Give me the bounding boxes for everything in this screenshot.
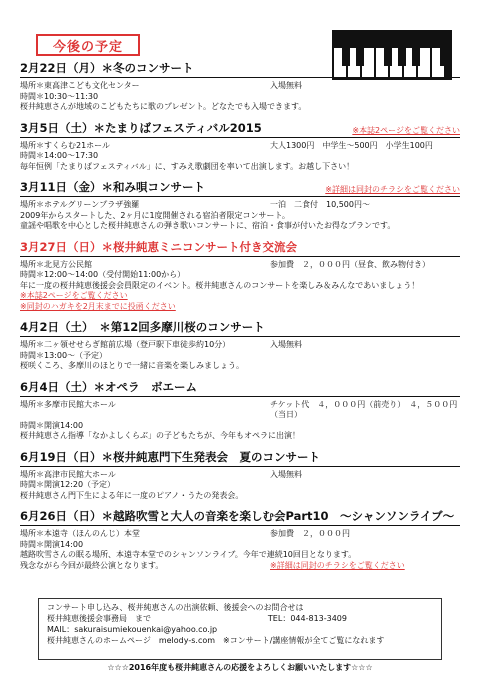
event-title: 3月27日（日）＊桜井純恵ミニコンサート付き交流会 bbox=[20, 239, 298, 254]
event-title: 6月4日（土）＊オペラ ボエーム bbox=[20, 379, 198, 394]
event-section bbox=[20, 179, 460, 232]
contact-tel: TEL：044-813-3409 bbox=[267, 614, 347, 623]
event-title: 3月11日（金）＊和み唄コンサート bbox=[20, 180, 206, 194]
event-detail-left: 年に一度の桜井純恵後援会会員限定のイベント。桜井純恵さんのコンサートを楽しみ＆みんなであいましょう！ bbox=[20, 280, 420, 290]
event-note: ※本誌2ページをご覧ください bbox=[352, 125, 460, 135]
event-detail-line bbox=[20, 361, 460, 372]
contact-homepage: 桜井純恵さんのホームページ melody-s.com ※コンサート/講座情報が全てご覧になれます bbox=[47, 636, 385, 645]
event-detail-left: 桜井純恵さんが地域のこどもたちに歌のプレゼント。どなたでも入場できます。 bbox=[20, 102, 307, 111]
event-detail-line bbox=[20, 491, 460, 502]
event-detail-right: 入場無料 bbox=[270, 469, 302, 479]
event-detail-left: 桜井純恵さん指導「なかよしくらぶ」の子どもたちが、今年もオペラに出演！ bbox=[20, 431, 300, 440]
event-detail-right: 入場無料 bbox=[270, 340, 302, 349]
event-detail-right: 参加費 ２，０００円（昼食、飲み物付き） bbox=[270, 259, 430, 269]
footer-message: ☆☆☆2016年度も桜井純恵さんの応援をよろしくお願いいたします☆☆☆ bbox=[107, 663, 373, 672]
event-heading bbox=[20, 179, 460, 197]
event-section bbox=[20, 379, 460, 442]
contact-line-1: コンサート申し込み、桜井純恵さんの出演依頼、後援会へのお問合せは bbox=[47, 603, 304, 612]
event-detail-left: 童謡や唱歌を中心とした桜井純恵さんの弾き歌いコンサートに、宿泊・食事が付いたお得なプランです。 bbox=[20, 221, 396, 230]
event-detail-line bbox=[20, 540, 460, 551]
event-detail-left: 場所＊ホテルグリーンプラザ強羅 bbox=[20, 200, 140, 209]
event-note: ※詳細は同封のチラシをご覧ください bbox=[325, 185, 460, 194]
event-detail-line bbox=[20, 260, 460, 271]
event-detail-line bbox=[20, 281, 460, 292]
event-detail-left: ※同封のハガキを2月末までに投函ください bbox=[20, 301, 176, 311]
event-detail-right: ※詳細は同封のチラシをご覧ください bbox=[270, 560, 405, 570]
event-title: 6月26日（日）＊越路吹雪と大人の音楽を楽しむ会Part10 ～シャンソンライブ～ bbox=[20, 509, 455, 523]
event-detail-line bbox=[20, 351, 460, 362]
event-detail-line bbox=[20, 529, 460, 540]
event-detail-left: 時間＊14:00～17:30 bbox=[20, 151, 99, 160]
event-detail-right: 入場無料 bbox=[270, 81, 302, 90]
event-detail-left: 2009年からスタートした、2ヶ月に1度開催される宿泊者限定コンサート。 bbox=[20, 210, 290, 220]
event-detail-left: 時間＊開演14:00 bbox=[20, 539, 84, 549]
event-detail-line bbox=[20, 92, 460, 103]
event-detail-line bbox=[20, 211, 460, 222]
event-detail-line bbox=[20, 480, 460, 491]
event-detail-line bbox=[20, 291, 460, 302]
event-detail-right: チケット代 ４，０００円（前売り） ４，５００円（当日） bbox=[270, 399, 458, 419]
event-detail-line bbox=[20, 400, 460, 421]
event-detail-left: 時間＊開演14:00 bbox=[20, 420, 84, 430]
event-title: 3月5日（土）＊たまりばフェスティバル2015 bbox=[20, 120, 262, 135]
event-detail-line bbox=[20, 470, 460, 481]
event-heading bbox=[20, 379, 460, 397]
event-detail-left: 場所＊多摩市民館大ホール bbox=[20, 399, 116, 409]
event-section bbox=[20, 319, 460, 372]
event-section bbox=[20, 120, 460, 173]
event-heading bbox=[20, 449, 460, 467]
event-detail-line bbox=[20, 431, 460, 442]
event-detail-left: 桜咲くころ、多摩川のほとりで一緒に音楽を楽しみましょう。 bbox=[20, 361, 244, 370]
event-detail-line bbox=[20, 340, 460, 351]
event-detail-left: 時間＊12:00～14:00（受付開始11:00から） bbox=[20, 270, 186, 279]
event-heading bbox=[20, 120, 460, 138]
event-detail-left: 場所＊二ヶ領せせらぎ館前広場（登戸駅下車徒歩約10分） bbox=[20, 340, 231, 349]
event-detail-left: 越路吹雪さんの眠る場所、本遠寺本堂でのシャンソンライブ。今年で連続10回目となります。 bbox=[20, 550, 357, 559]
event-heading bbox=[20, 319, 460, 337]
event-detail-line bbox=[20, 550, 460, 561]
contact-line-2 bbox=[47, 613, 347, 624]
event-heading bbox=[20, 239, 460, 257]
event-detail-line bbox=[20, 81, 460, 92]
event-detail-line bbox=[20, 270, 460, 281]
contact-box bbox=[38, 598, 442, 660]
event-detail-line bbox=[20, 221, 460, 232]
event-list bbox=[20, 60, 460, 578]
event-detail-left: 場所＊本遠寺（ほんのんじ）本堂 bbox=[20, 529, 140, 538]
event-detail-left: 桜井純恵さん門下生による年に一度のピアノ・うたの発表会。 bbox=[20, 490, 244, 500]
event-detail-left: 場所＊北見方公民館 bbox=[20, 259, 92, 269]
event-section bbox=[20, 239, 460, 313]
contact-office: 桜井純恵後援会事務局 まで bbox=[47, 614, 151, 623]
event-detail-line bbox=[20, 421, 460, 432]
event-heading bbox=[20, 508, 460, 526]
event-section bbox=[20, 60, 460, 113]
event-detail-right: 大人1300円 中学生～500円 小学生100円 bbox=[270, 140, 433, 150]
event-section bbox=[20, 508, 460, 571]
event-detail-left: 場所＊高津市民館大ホール bbox=[20, 469, 116, 479]
event-title: 6月19日（日）＊桜井純恵門下生発表会 夏のコンサート bbox=[20, 449, 321, 464]
event-detail-left: 残念ながら今回が最終公演となります。 bbox=[20, 560, 164, 570]
event-detail-left: ※本誌2ページをご覧ください bbox=[20, 291, 128, 300]
event-detail-line bbox=[20, 141, 460, 152]
event-section bbox=[20, 449, 460, 502]
event-detail-line bbox=[20, 162, 460, 173]
event-detail-line bbox=[20, 200, 460, 211]
event-detail-line bbox=[20, 302, 460, 313]
event-title: 4月2日（土） ＊第12回多摩川桜のコンサート bbox=[20, 320, 265, 334]
event-detail-left: 時間＊13:00～（予定） bbox=[20, 350, 108, 360]
event-detail-left: 場所＊すくらむ21ホール bbox=[20, 140, 111, 150]
event-title: 2月22日（月）＊冬のコンサート bbox=[20, 61, 194, 75]
event-detail-line bbox=[20, 102, 460, 113]
event-detail-right: 一泊 二食付 10,500円～ bbox=[270, 200, 370, 209]
event-detail-left: 毎年恒例「たまりばフェスティバル」に、すみえ歌劇団を率いて出演します。お越し下さい！ bbox=[20, 161, 355, 171]
event-detail-left: 時間＊開演12:20（予定） bbox=[20, 480, 116, 489]
event-heading bbox=[20, 60, 460, 78]
event-detail-left: 時間＊10:30～11:30 bbox=[20, 91, 99, 101]
contact-mail: MAIL：sakuraisumiekouenkai@yahoo.co.jp bbox=[47, 625, 218, 634]
event-detail-line bbox=[20, 561, 460, 572]
event-detail-left: 場所＊東高津こども文化センター bbox=[20, 81, 140, 90]
page-title: 今後の予定 bbox=[36, 34, 140, 56]
event-detail-right: 参加費 ２，０００円 bbox=[270, 529, 350, 538]
event-detail-line bbox=[20, 151, 460, 162]
